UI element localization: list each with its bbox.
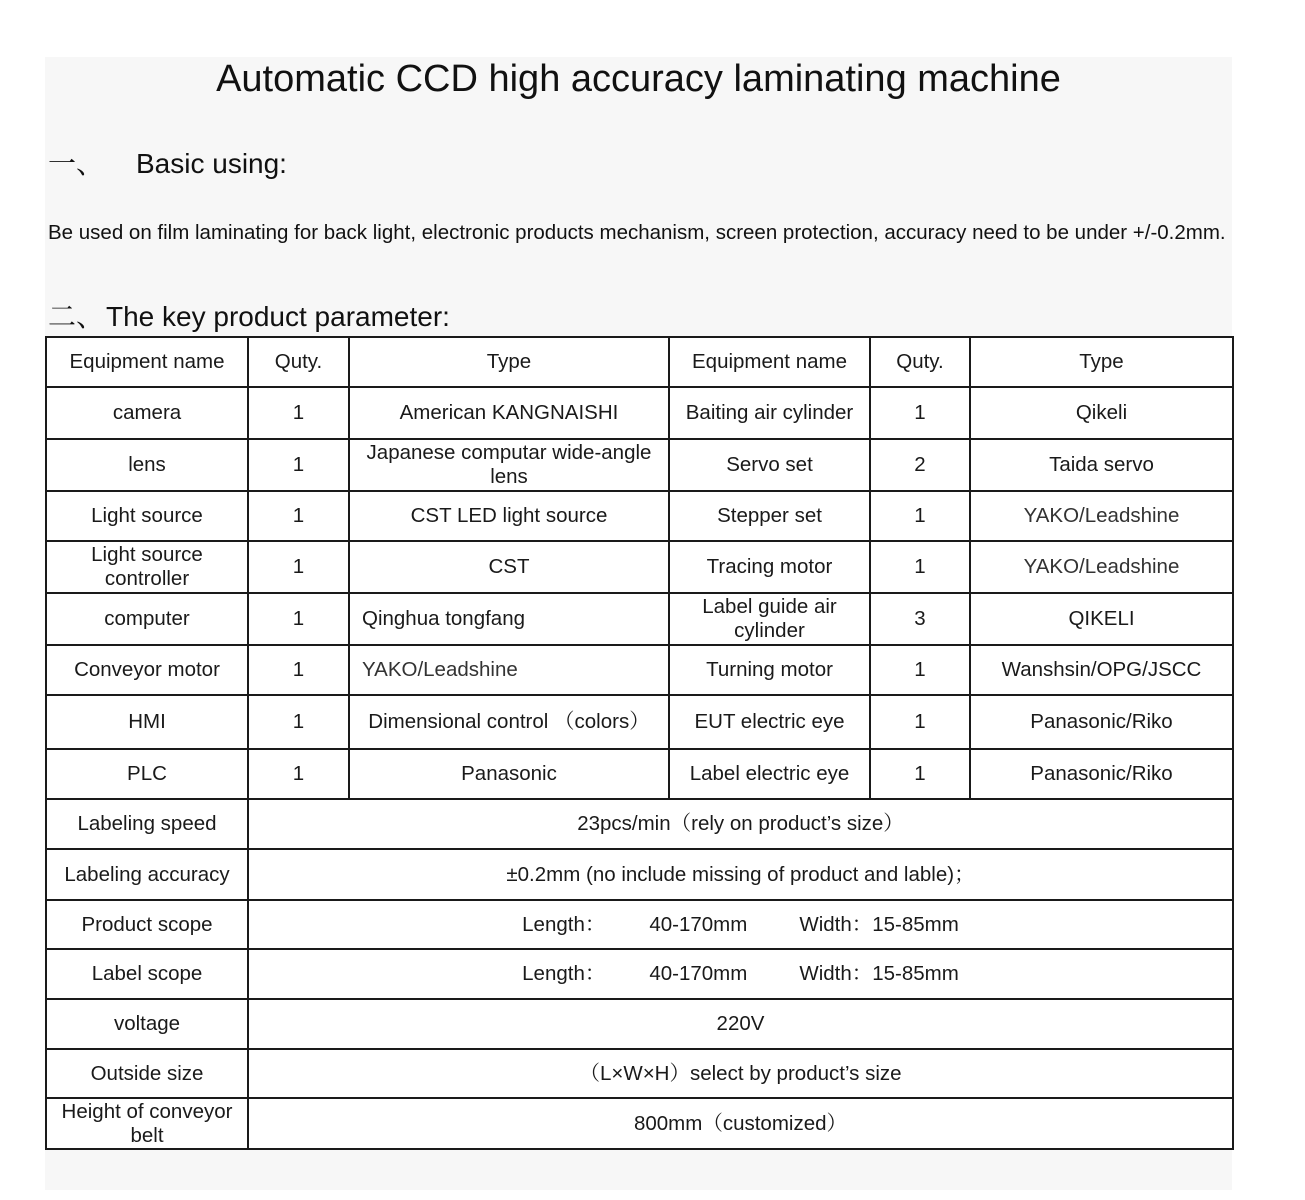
table-row — [46, 695, 1233, 749]
length-value: 40-170mm — [649, 962, 748, 985]
table-cell: Panasonic/Riko — [970, 695, 1233, 749]
width-value: 15-85mm — [872, 912, 959, 936]
table-cell: 2 — [870, 439, 970, 491]
table-cell: 1 — [870, 387, 970, 439]
spec-label: Outside size — [46, 1049, 248, 1098]
table-cell: Qinghua tongfang — [349, 593, 669, 645]
table-cell: Panasonic — [349, 749, 669, 799]
parameter-table — [45, 336, 1234, 1150]
table-cell: Japanese computar wide-angle lens — [349, 439, 669, 491]
table-row — [46, 387, 1233, 439]
table-cell: EUT electric eye — [669, 695, 870, 749]
spec-label: Labeling accuracy — [46, 849, 248, 900]
table-cell: 1 — [248, 541, 349, 593]
table-cell: Qikeli — [970, 387, 1233, 439]
column-header: Quty. — [248, 337, 349, 387]
spec-value: （L×W×H）select by product’s size — [248, 1049, 1233, 1098]
column-header: Quty. — [870, 337, 970, 387]
spec-value: 220V — [248, 999, 1233, 1049]
spec-row-labeling-speed — [46, 799, 1233, 849]
table-cell: YAKO/Leadshine — [970, 541, 1233, 593]
section-heading-text: Basic using: — [136, 148, 287, 179]
column-header: Type — [970, 337, 1233, 387]
table-cell: YAKO/Leadshine — [349, 645, 669, 695]
table-cell: CST — [349, 541, 669, 593]
section-key-parameter-heading — [48, 300, 450, 334]
table-cell: Taida servo — [970, 439, 1233, 491]
basic-using-paragraph: Be used on film laminating for back light, electronic products mechanism, screen protection, accuracy need to be under +/-0.2mm. — [48, 221, 1226, 244]
table-cell: computer — [46, 593, 248, 645]
table-row — [46, 439, 1233, 491]
table-cell: CST LED light source — [349, 491, 669, 541]
table-cell: Dimensional control （colors） — [349, 695, 669, 749]
table-cell: Servo set — [669, 439, 870, 491]
table-cell: Stepper set — [669, 491, 870, 541]
table-cell: 1 — [248, 645, 349, 695]
table-row — [46, 541, 1233, 593]
width-label: Width： — [799, 912, 873, 936]
width-label: Width： — [799, 962, 873, 985]
spec-value — [248, 900, 1233, 949]
table-cell: 1 — [870, 541, 970, 593]
table-row — [46, 749, 1233, 799]
spec-row-label-scope — [46, 949, 1233, 999]
table-cell: HMI — [46, 695, 248, 749]
table-cell: 1 — [248, 491, 349, 541]
page-title: Automatic CCD high accuracy laminating machine — [216, 58, 1061, 100]
table-cell: 1 — [870, 695, 970, 749]
spec-value: 800mm（customized） — [248, 1098, 1233, 1149]
table-row — [46, 491, 1233, 541]
spec-label: Labeling speed — [46, 799, 248, 849]
table-cell: American KANGNAISHI — [349, 387, 669, 439]
table-cell: Conveyor motor — [46, 645, 248, 695]
table-cell: YAKO/Leadshine — [970, 491, 1233, 541]
width-value: 15-85mm — [872, 962, 959, 985]
table-cell: lens — [46, 439, 248, 491]
spec-row-outside-size — [46, 1049, 1233, 1098]
column-header: Equipment name — [46, 337, 248, 387]
table-row — [46, 593, 1233, 645]
table-cell: 1 — [248, 439, 349, 491]
column-header: Equipment name — [669, 337, 870, 387]
section-number: 一、 — [48, 148, 105, 179]
table-cell: 1 — [870, 749, 970, 799]
spec-value — [248, 949, 1233, 999]
section-heading-text: The key product parameter: — [106, 301, 450, 332]
spec-row-product-scope — [46, 900, 1233, 949]
spec-value: ±0.2mm (no include missing of product and lable)； — [248, 849, 1233, 900]
table-cell: 1 — [870, 645, 970, 695]
length-label: Length： — [522, 912, 606, 936]
table-cell: Label guide air cylinder — [669, 593, 870, 645]
table-header-row — [46, 337, 1233, 387]
section-basic-using-heading — [48, 147, 287, 181]
table-cell: 1 — [248, 593, 349, 645]
length-value: 40-170mm — [649, 912, 748, 936]
table-cell: 3 — [870, 593, 970, 645]
table-cell: 1 — [248, 387, 349, 439]
spec-label: voltage — [46, 999, 248, 1049]
spec-row-voltage — [46, 999, 1233, 1049]
table-cell: Turning motor — [669, 645, 870, 695]
table-cell: 1 — [248, 695, 349, 749]
length-label: Length： — [522, 962, 606, 985]
table-cell: QIKELI — [970, 593, 1233, 645]
table-cell: 1 — [248, 749, 349, 799]
spec-row-labeling-accuracy — [46, 849, 1233, 900]
table-cell: Light source — [46, 491, 248, 541]
spec-value: 23pcs/min（rely on product’s size） — [248, 799, 1233, 849]
table-cell: Light source controller — [46, 541, 248, 593]
table-cell: Panasonic/Riko — [970, 749, 1233, 799]
column-header: Type — [349, 337, 669, 387]
spec-label: Product scope — [46, 900, 248, 949]
table-cell: 1 — [870, 491, 970, 541]
section-number: 二、 — [48, 301, 105, 332]
spec-row-conveyor-height — [46, 1098, 1233, 1149]
table-row — [46, 645, 1233, 695]
table-cell: Wanshsin/OPG/JSCC — [970, 645, 1233, 695]
table-cell: Tracing motor — [669, 541, 870, 593]
table-cell: Baiting air cylinder — [669, 387, 870, 439]
table-cell: Label electric eye — [669, 749, 870, 799]
table-cell: camera — [46, 387, 248, 439]
spec-label: Label scope — [46, 949, 248, 999]
spec-label: Height of conveyor belt — [46, 1098, 248, 1149]
table-cell: PLC — [46, 749, 248, 799]
